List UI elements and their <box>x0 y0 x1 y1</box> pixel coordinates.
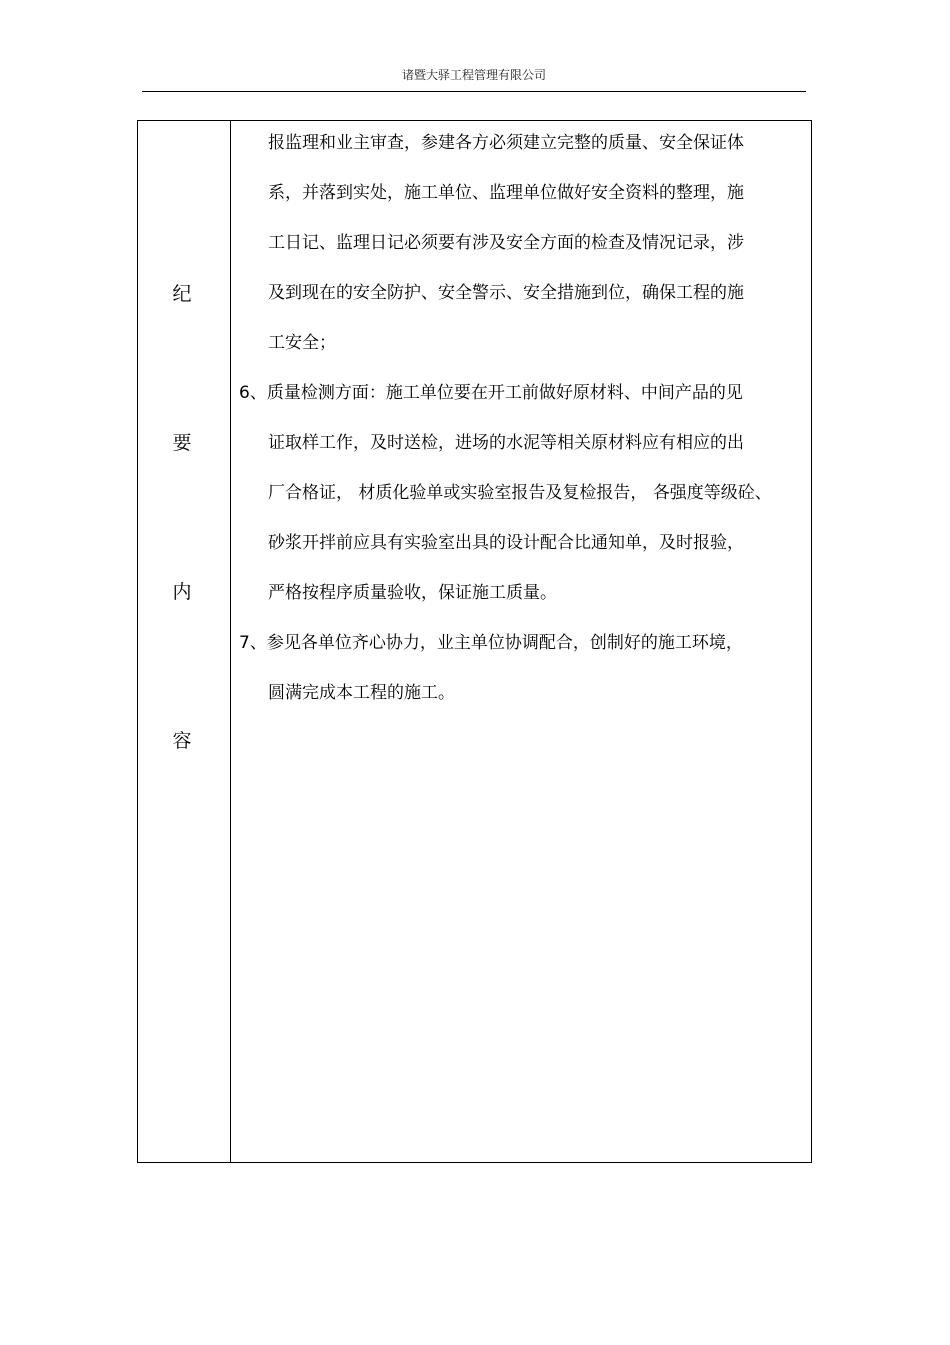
header-rule <box>142 91 806 92</box>
minutes-table <box>137 120 812 1163</box>
label-char-ji: 纪 <box>172 283 192 305</box>
content-line: 及到现在的安全防护、安全警示、安全措施到位，确保工程的施 <box>268 283 744 303</box>
content-line-item-7: 7、参见各单位齐心协力，业主单位协调配合，创制好的施工环境， <box>239 633 743 653</box>
content-line: 证取样工作，及时送检，进场的水泥等相关原材料应有相应的出 <box>268 433 744 453</box>
content-line: 工日记、监理日记必须要有涉及安全方面的检查及情况记录，涉 <box>268 233 744 253</box>
content-line: 报监理和业主审查，参建各方必须建立完整的质量、安全保证体 <box>268 133 744 153</box>
label-char-yao: 要 <box>172 432 192 454</box>
content-line: 工安全； <box>268 333 336 353</box>
column-divider <box>230 121 231 1162</box>
content-line: 圆满完成本工程的施工。 <box>268 683 455 703</box>
content-line: 系，并落到实处，施工单位、监理单位做好安全资料的整理，施 <box>268 183 744 203</box>
label-char-nei: 内 <box>172 581 192 603</box>
content-line: 砂浆开拌前应具有实验室出具的设计配合比通知单，及时报验， <box>268 533 744 553</box>
label-char-rong: 容 <box>172 730 192 752</box>
content-line: 厂合格证， 材质化验单或实验室报告及复检报告， 各强度等级砼、 <box>268 483 772 503</box>
document-header: 诸暨大驿工程管理有限公司 <box>401 68 546 82</box>
content-line-item-6: 6、质量检测方面：施工单位要在开工前做好原材料、中间产品的见 <box>239 383 743 403</box>
content-line: 严格按程序质量验收，保证施工质量。 <box>268 583 557 603</box>
